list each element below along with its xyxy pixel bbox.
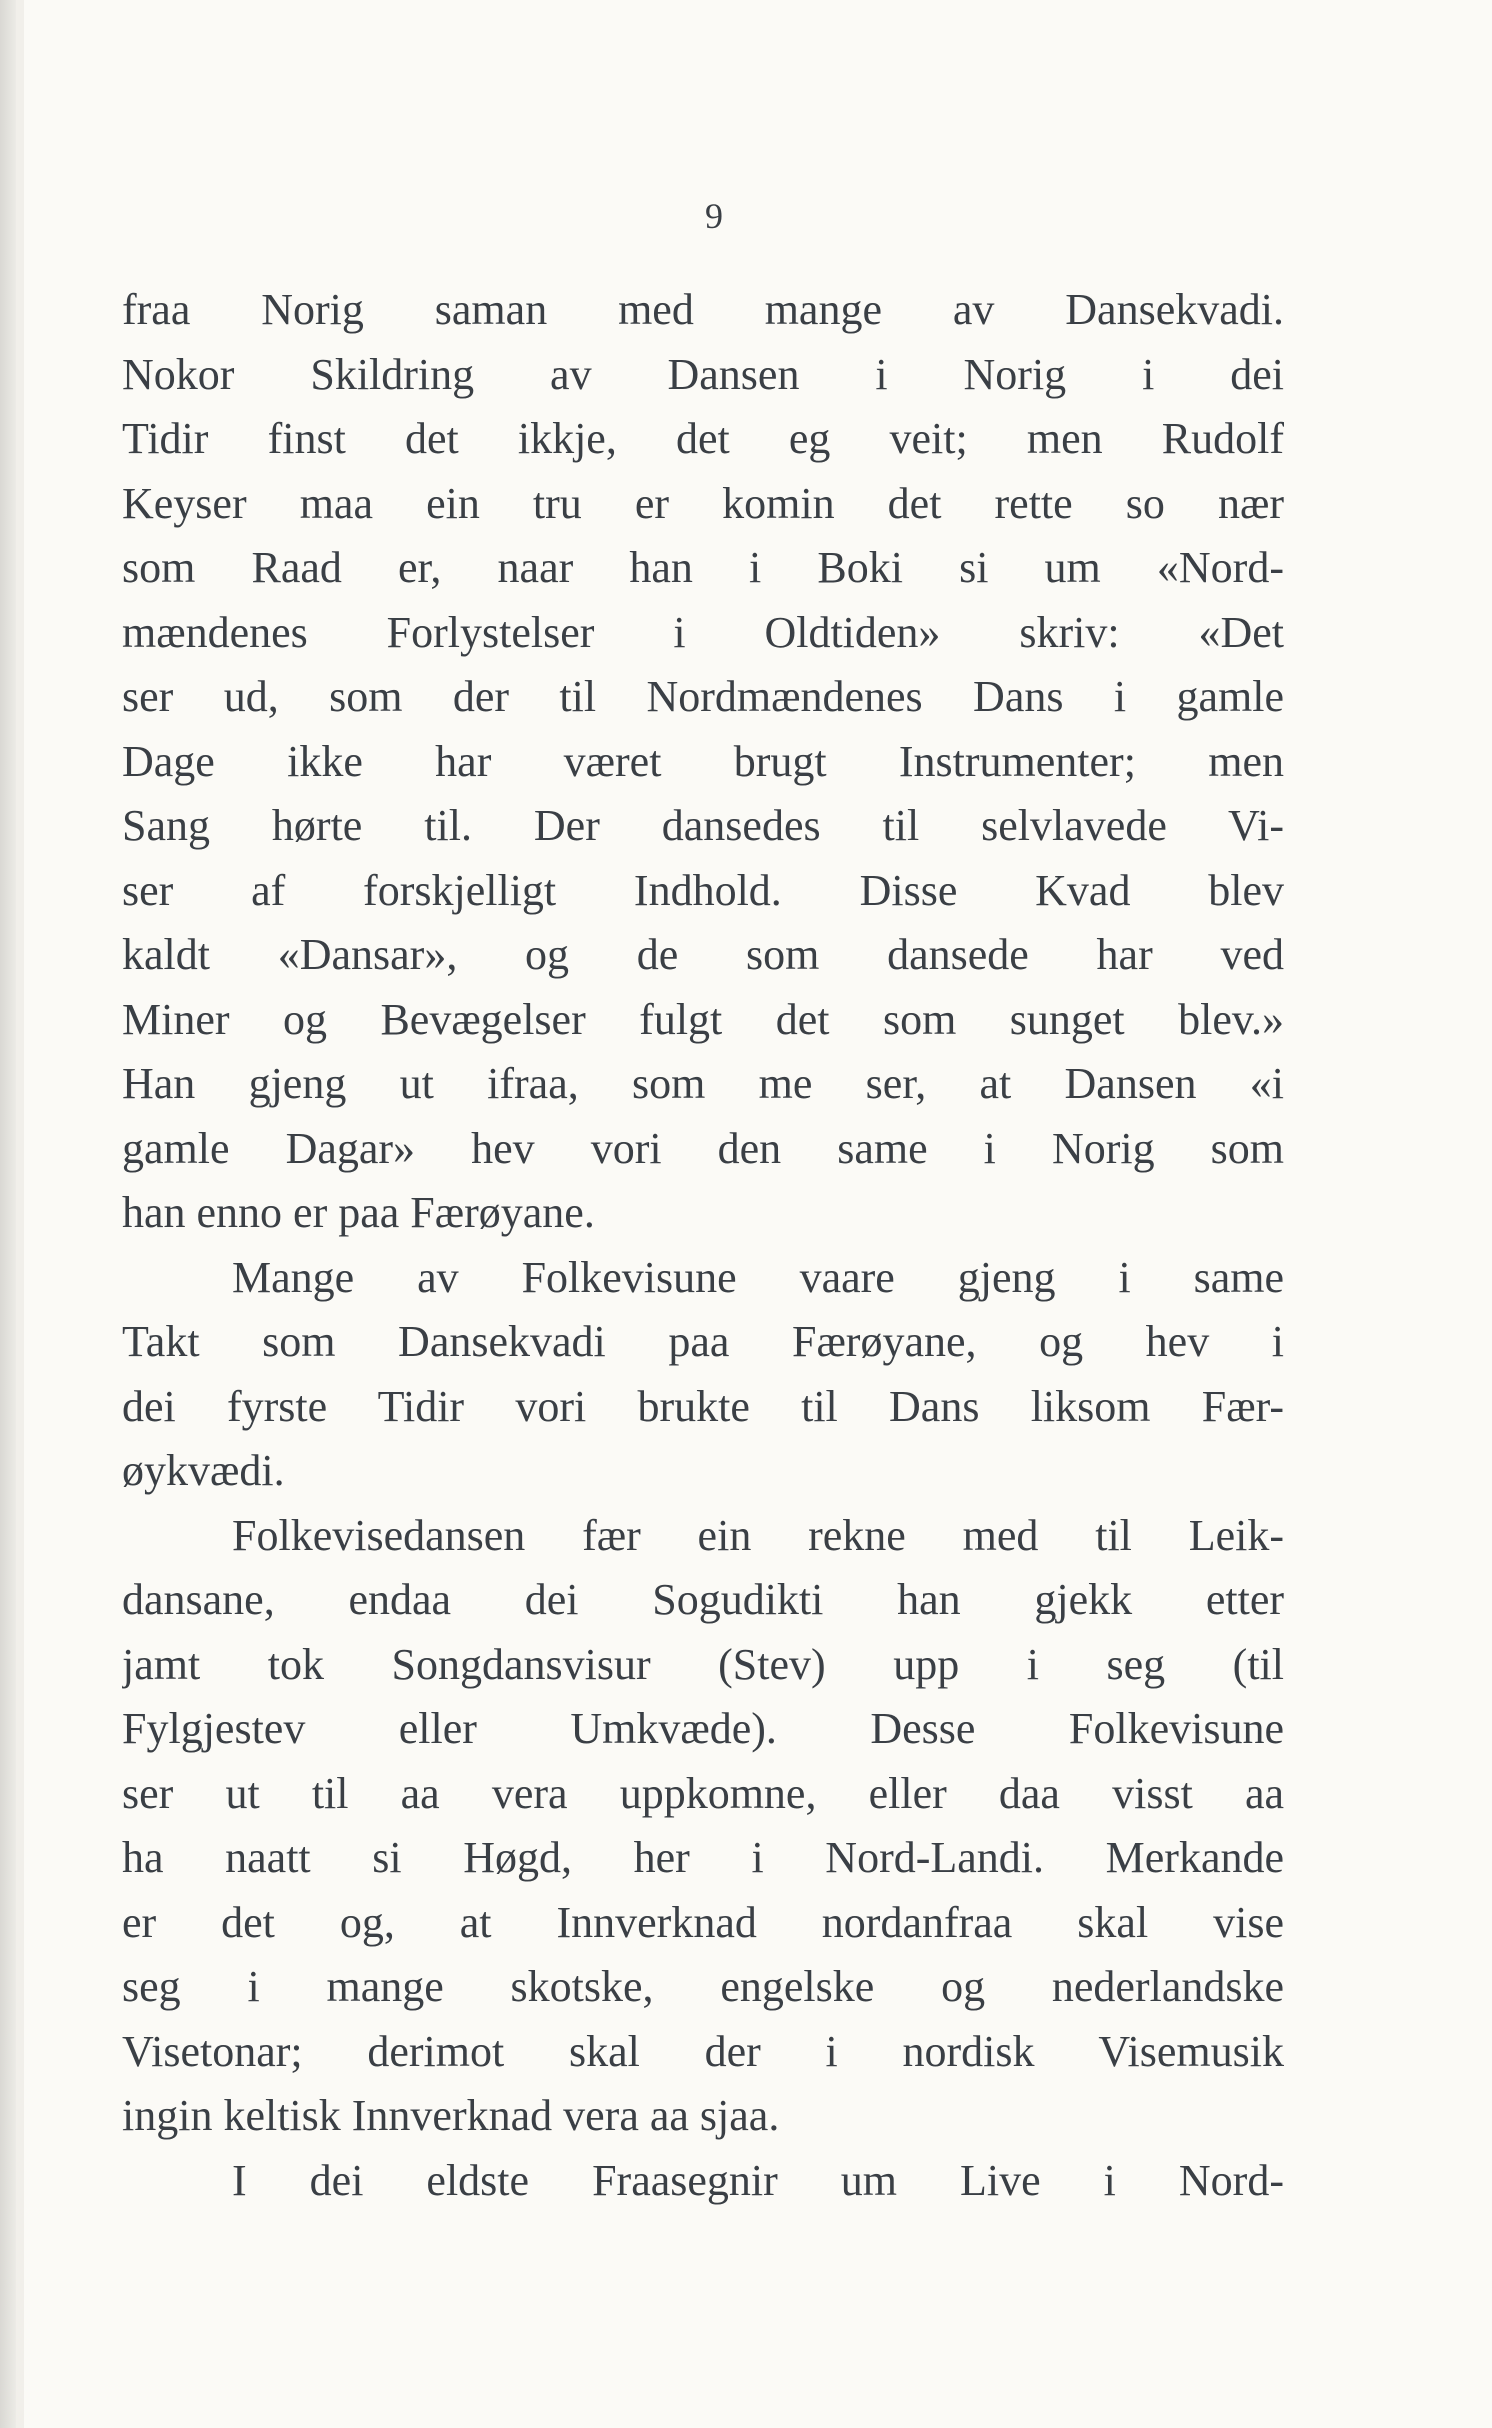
- text-line: mændenes Forlystelser i Oldtiden» skriv: «Det: [122, 607, 1284, 657]
- text-line: Han gjeng ut ifraa, som me ser, at Dansen «i: [122, 1059, 1284, 1108]
- text-line: gamle Dagar» hev vori den same i Norig som: [122, 1123, 1284, 1173]
- text-line: kaldt «Dansar», og de som dansede har ved: [122, 930, 1284, 979]
- text-line: I dei eldste Fraasegnir um Live i Nord-: [232, 2155, 1284, 2205]
- text-line: Visetonar; derimot skal der i nordisk Visemusik: [122, 2026, 1284, 2076]
- text-line: seg i mange skotske, engelske og nederlandske: [122, 1962, 1284, 2011]
- text-line: han enno er paa Færøyane.: [122, 1188, 595, 1237]
- text-line: Keyser maa ein tru er komin det rette so nær: [122, 478, 1284, 528]
- text-line: Takt som Dansekvadi paa Færøyane, og hev i: [122, 1317, 1284, 1366]
- text-line: dei fyrste Tidir vori brukte til Dans liksom Fær-: [122, 1381, 1284, 1431]
- book-page: [24, 0, 1492, 2428]
- text-line: ser af forskjelligt Indhold. Disse Kvad blev: [122, 865, 1284, 915]
- text-line: fraa Norig saman med mange av Dansekvadi.: [122, 285, 1284, 334]
- scan-edge: [0, 0, 16, 2428]
- text-line: Dage ikke har været brugt Instrumenter; men: [122, 736, 1284, 786]
- text-line: jamt tok Songdansvisur (Stev) upp i seg (til: [122, 1639, 1284, 1689]
- text-line: Miner og Bevægelser fulgt det som sunget blev.»: [122, 994, 1284, 1044]
- text-line: Nokor Skildring av Dansen i Norig i dei: [122, 349, 1284, 399]
- text-line: ingin keltisk Innverknad vera aa sjaa.: [122, 2091, 780, 2140]
- text-line: dansane, endaa dei Sogudikti han gjekk etter: [122, 1575, 1284, 1624]
- body-text: [122, 278, 1284, 2213]
- text-line: Sang hørte til. Der dansedes til selvlavede Vi-: [122, 801, 1284, 850]
- page-number: 9: [705, 196, 723, 236]
- text-line: ser ud, som der til Nordmændenes Dans i gamle: [122, 672, 1284, 721]
- text-line: øykvædi.: [122, 1446, 285, 1495]
- text-line: som Raad er, naar han i Boki si um «Nord-: [122, 543, 1284, 592]
- text-line: ha naatt si Høgd, her i Nord-Landi. Merkande: [122, 1833, 1284, 1882]
- text-line: Mange av Folkevisune vaare gjeng i same: [232, 1252, 1284, 1302]
- text-line: Fylgjestev eller Umkvæde). Desse Folkevisune: [122, 1704, 1284, 1753]
- text-line: Folkevisedansen fær ein rekne med til Leik-: [232, 1510, 1284, 1560]
- text-line: ser ut til aa vera uppkomne, eller daa visst aa: [122, 1768, 1284, 1818]
- text-line: Tidir finst det ikkje, det eg veit; men Rudolf: [122, 414, 1284, 463]
- text-line: er det og, at Innverknad nordanfraa skal vise: [122, 1897, 1284, 1947]
